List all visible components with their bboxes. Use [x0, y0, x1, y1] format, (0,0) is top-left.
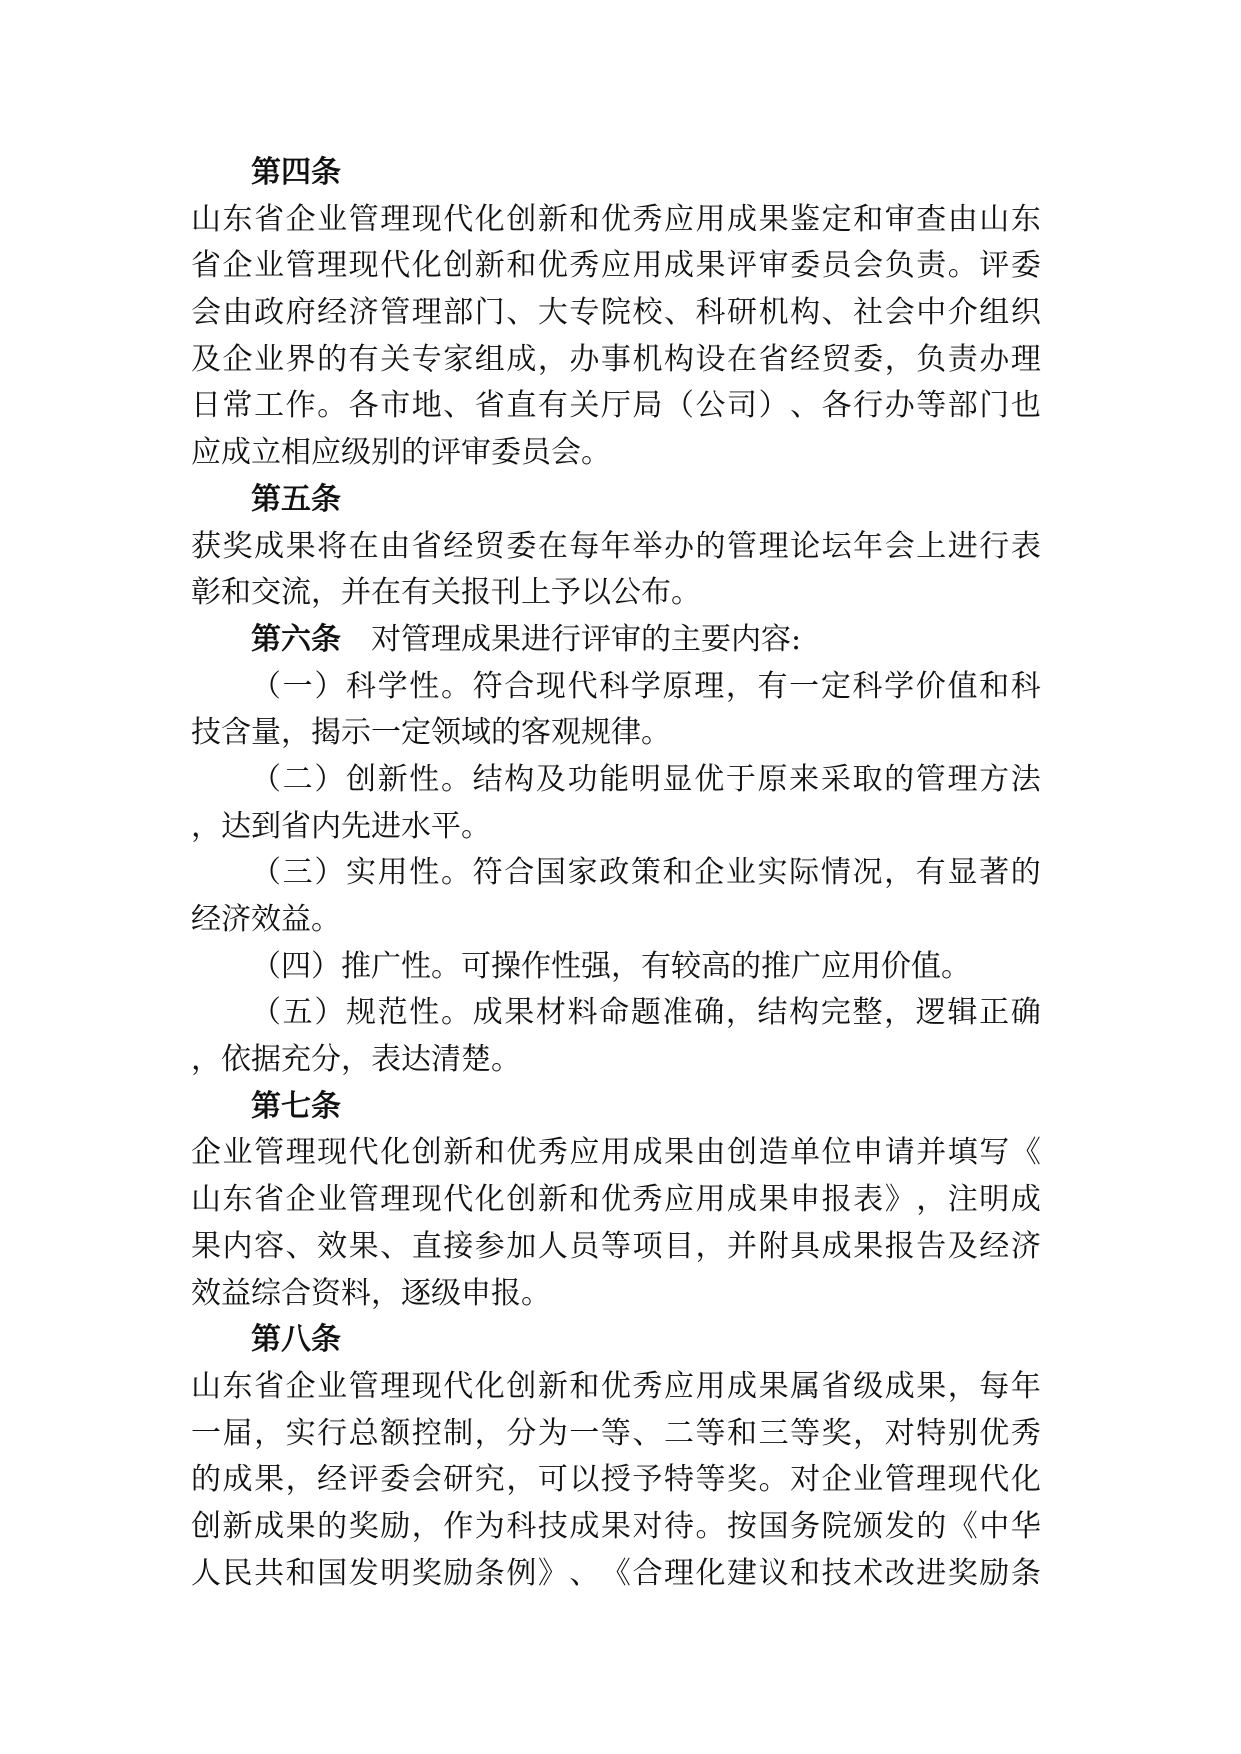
article-8-line: 人 民 共 和 国 发 明 奖 励 条 例 》 、 《 合 理 化 建 议 和 技 术 改 进 奖 励 条	[191, 1555, 1041, 1591]
article-6-item-first: （ 一 ） 科 学 性 。 符 合 现 代 科 学 原 理 ， 有 一 定 科 学 价 值 和 科	[251, 668, 1041, 704]
article-7-line: 企 业 管 理 现 代 化 创 新 和 优 秀 应 用 成 果 由 创 造 单 位 申 请 并 填 写 《	[191, 1135, 1041, 1171]
article-7-heading: 第七条	[251, 1088, 341, 1124]
article-4-heading: 第四条	[251, 155, 341, 190]
article-7-line: 效益综合资料，逐级申报。	[191, 1275, 551, 1311]
article-4-line: 应成立相应级别的评审委员会。	[191, 435, 611, 471]
article-6-item-first: （ 五 ） 规 范 性 。 成 果 材 料 命 题 准 确 ， 结 构 完 整 ， 逻 辑 正 确	[251, 995, 1041, 1031]
article-4-line: 会 由 政 府 经 济 管 理 部 门 、 大 专 院 校 、 科 研 机 构 、 社 会 中 介 组 织	[191, 295, 1041, 331]
article-8-line: 一 届 ， 实 行 总 额 控 制 ， 分 为 一 等 、 二 等 和 三 等 奖 ， 对 特 别 优 秀	[191, 1415, 1041, 1451]
document-body	[191, 150, 1041, 1597]
article-7-line: 山 东 省 企 业 管 理 现 代 化 创 新 和 优 秀 应 用 成 果 申 报 表 》 ， 注 明 成	[191, 1182, 1041, 1218]
article-6-item-rest: ，达到省内先进水平。	[191, 808, 491, 844]
article-8-heading: 第八条	[251, 1322, 341, 1358]
article-6-item-rest: 经济效益。	[191, 902, 341, 937]
article-5-line: 获 奖 成 果 将 在 由 省 经 贸 委 在 每 年 举 办 的 管 理 论 坛 年 会 上 进 行 表	[191, 528, 1041, 564]
article-4-line: 及 企 业 界 的 有 关 专 家 组 成 ， 办 事 机 构 设 在 省 经 贸 委 ， 负 责 办 理	[191, 341, 1041, 377]
article-8-line: 创 新 成 果 的 奖 励 ， 作 为 科 技 成 果 对 待 。 按 国 务 院 颁 发 的 《 中 华	[191, 1508, 1041, 1544]
article-8-line: 山 东 省 企 业 管 理 现 代 化 创 新 和 优 秀 应 用 成 果 属 省 级 成 果 ， 每 年	[191, 1368, 1041, 1404]
article-5-line: 彰和交流，并在有关报刊上予以公布。	[191, 575, 701, 611]
article-4-line: 省 企 业 管 理 现 代 化 创 新 和 优 秀 应 用 成 果 评 审 委 员 会 负 责 。 评 委	[191, 248, 1041, 284]
article-6-heading: 第六条	[251, 621, 341, 657]
article-6-item-rest: ，依据充分，表达清楚。	[191, 1042, 521, 1078]
article-6-heading-line	[191, 617, 1041, 664]
article-7-line: 果 内 容 、 效 果 、 直 接 参 加 人 员 等 项 目 ， 并 附 具 成 果 报 告 及 经 济	[191, 1228, 1041, 1264]
article-4-line: 日 常 工 作 。 各 市 地 、 省 直 有 关 厅 局 （ 公 司 ） 、 各 行 办 等 部 门 也	[191, 388, 1041, 424]
article-6-item-first: （ 二 ） 创 新 性 。 结 构 及 功 能 明 显 优 于 原 来 采 取 的 管 理 方 法	[251, 761, 1041, 797]
article-5-heading: 第五条	[251, 481, 341, 517]
article-6-intro: 对管理成果进行评审的主要内容:	[371, 621, 802, 657]
article-6-item-rest: 技含量，揭示一定领域的客观规律。	[191, 715, 671, 751]
article-6-item-first: （四）推广性。可操作性强，有较高的推广应用价值。	[251, 948, 971, 984]
article-8-line: 的 成 果 ， 经 评 委 会 研 究 ， 可 以 授 予 特 等 奖 。 对 企 业 管 理 现 代 化	[191, 1462, 1041, 1498]
article-4-line: 山 东 省 企 业 管 理 现 代 化 创 新 和 优 秀 应 用 成 果 鉴 定 和 审 查 由 山 东	[191, 201, 1041, 237]
article-6-item-first: （ 三 ） 实 用 性 。 符 合 国 家 政 策 和 企 业 实 际 情 况 ， 有 显 著 的	[251, 855, 1041, 891]
